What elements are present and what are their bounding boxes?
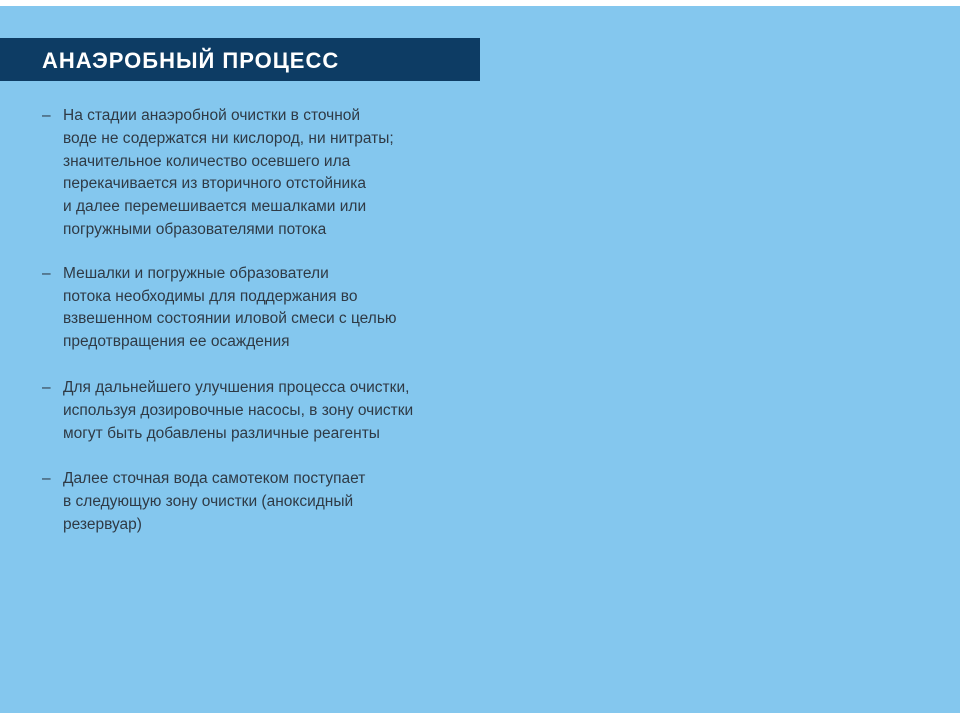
bullet-item — [42, 105, 482, 242]
bullet-dash: – — [42, 107, 51, 124]
slide-title: АНАЭРОБНЫЙ ПРОЦЕСС — [42, 48, 340, 73]
bullet-list — [42, 105, 482, 537]
bullet-text: Мешалки и погружные образователи потока необходимы для поддержания во взвешенном состоянии иловой смеси с целью предотвращения ее осаждения — [63, 264, 397, 351]
bullet-dash: – — [42, 378, 51, 396]
bullet-text: Для дальнейшего улучшения процесса очистки, используя дозировочные насосы, в зону очистки могут быть добавлены различные реагенты — [63, 378, 414, 442]
bullet-item — [42, 377, 482, 445]
bullet-text: На стадии анаэробной очистки в сточной воде не содержатся ни кислород, ни нитраты; значительное количество осевшего ила перекачивается из вторичного отстойника и далее перемешивается мешалками или погружными образователями потока — [63, 107, 394, 238]
title-bar — [0, 38, 480, 81]
bullet-text: Далее сточная вода самотеком поступает в следующую зону очистки (аноксидный резервуар) — [63, 470, 366, 533]
bullet-dash: – — [42, 470, 51, 488]
slide — [0, 6, 960, 713]
bullet-dash: – — [42, 264, 51, 282]
bullet-item — [42, 468, 482, 536]
bullet-item — [42, 263, 482, 354]
